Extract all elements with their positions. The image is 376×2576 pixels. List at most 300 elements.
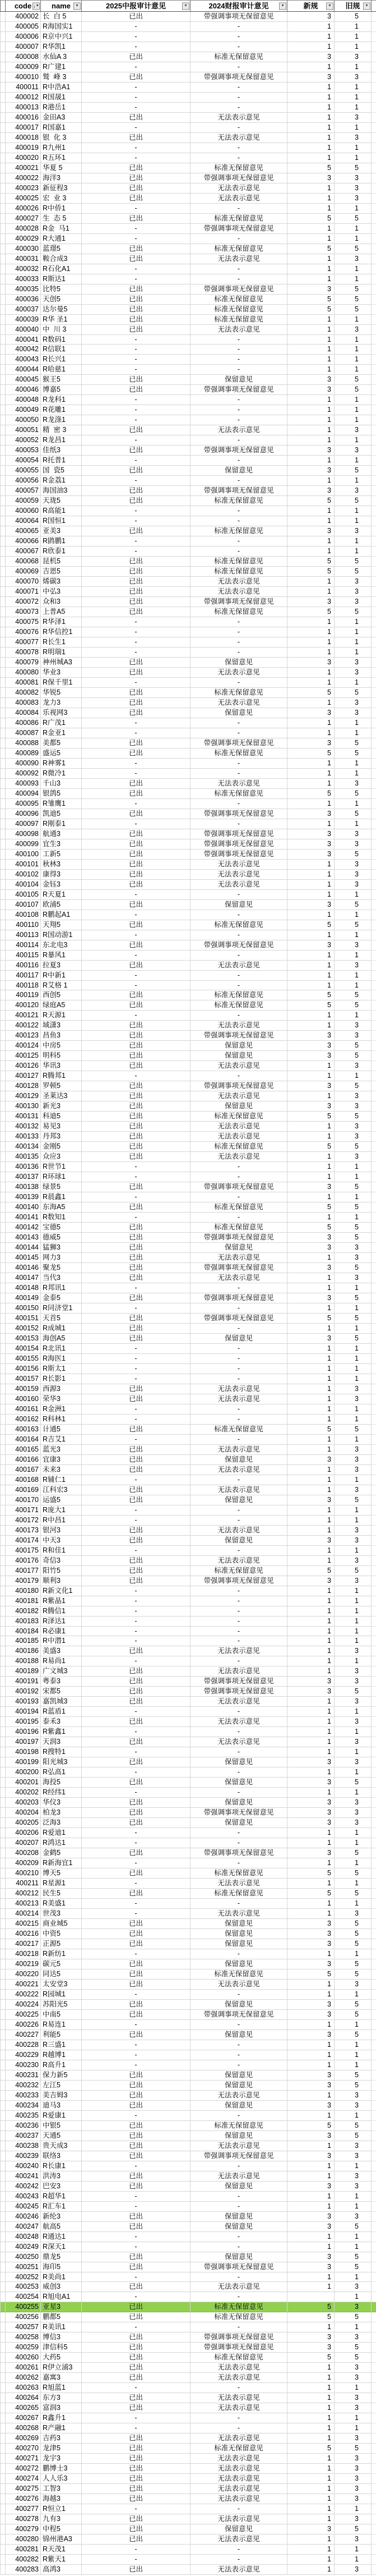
cell-2025-opinion[interactable]: 已出: [82, 52, 191, 62]
cell-2024-opinion[interactable]: 无法表示意见: [191, 325, 287, 335]
cell-name[interactable]: 龙宇3: [41, 2454, 82, 2464]
cell-2024-opinion[interactable]: -: [191, 204, 287, 214]
cell-2024-opinion[interactable]: 标准无保留意见: [191, 920, 287, 930]
cell-2024-opinion[interactable]: 带强调事项无保留意见: [191, 486, 287, 496]
cell-old-rule[interactable]: 1: [335, 718, 372, 728]
cell-code[interactable]: 400080: [6, 668, 41, 678]
cell-code[interactable]: 400209: [6, 1858, 41, 1868]
cell-name[interactable]: 博嘉5: [41, 385, 82, 395]
cell-old-rule[interactable]: 3: [335, 880, 372, 890]
cell-new-rule[interactable]: 1: [287, 547, 335, 557]
cell-new-rule[interactable]: 1: [287, 1364, 335, 1374]
cell-name[interactable]: 圣莱达3: [41, 1091, 82, 1101]
cell-new-rule[interactable]: 1: [287, 1717, 335, 1727]
cell-name[interactable]: R斯达1: [41, 274, 82, 284]
cell-2024-opinion[interactable]: 无法表示意见: [191, 183, 287, 194]
cell-name[interactable]: R明瑞1: [41, 648, 82, 658]
cell-name[interactable]: 工智3: [41, 2484, 82, 2494]
cell-old-rule[interactable]: 5: [335, 1293, 372, 1303]
cell-new-rule[interactable]: 1: [287, 1516, 335, 1526]
cell-new-rule[interactable]: 3: [287, 1818, 335, 1828]
cell-2024-opinion[interactable]: -: [191, 2413, 287, 2423]
cell-2024-opinion[interactable]: -: [191, 1606, 287, 1617]
cell-2024-opinion[interactable]: -: [191, 2050, 287, 2060]
cell-2025-opinion[interactable]: 已出: [82, 1980, 191, 1990]
cell-code[interactable]: 400179: [6, 1576, 41, 1586]
cell-code[interactable]: 400161: [6, 1404, 41, 1415]
cell-name[interactable]: R中新1: [41, 971, 82, 981]
cell-new-rule[interactable]: 3: [287, 2010, 335, 2020]
cell-code[interactable]: 400189: [6, 1666, 41, 1677]
cell-name[interactable]: R庞大1: [41, 1505, 82, 1516]
cell-2025-opinion[interactable]: -: [82, 536, 191, 547]
cell-2025-opinion[interactable]: 已出: [82, 839, 191, 850]
cell-2024-opinion[interactable]: 标准无保留意见: [191, 749, 287, 759]
cell-code[interactable]: 400221: [6, 1980, 41, 1990]
cell-name[interactable]: 世茂3: [41, 1909, 82, 1919]
cell-name[interactable]: R神雾1: [41, 759, 82, 769]
cell-name[interactable]: 康得3: [41, 870, 82, 880]
cell-2025-opinion[interactable]: -: [82, 1213, 191, 1223]
cell-2024-opinion[interactable]: -: [191, 2060, 287, 2070]
cell-code[interactable]: 400203: [6, 1798, 41, 1808]
cell-new-rule[interactable]: 1: [287, 698, 335, 708]
cell-code[interactable]: 400197: [6, 1737, 41, 1747]
cell-name[interactable]: 烯碳3: [41, 577, 82, 587]
cell-name[interactable]: R邦讯1: [41, 1283, 82, 1293]
cell-2024-opinion[interactable]: 无法表示意见: [191, 2565, 287, 2575]
cell-code[interactable]: 400216: [6, 1929, 41, 1939]
cell-2024-opinion[interactable]: 保留意见: [191, 1334, 287, 1344]
cell-new-rule[interactable]: 3: [287, 2081, 335, 2091]
cell-2025-opinion[interactable]: 已出: [82, 2081, 191, 2091]
cell-2025-opinion[interactable]: -: [82, 1788, 191, 1798]
cell-2024-opinion[interactable]: 无法表示意见: [191, 2433, 287, 2444]
cell-old-rule[interactable]: 3: [335, 1394, 372, 1404]
cell-name[interactable]: 新征程3: [41, 183, 82, 194]
cell-old-rule[interactable]: 3: [335, 1031, 372, 1041]
cell-2025-opinion[interactable]: 已出: [82, 607, 191, 617]
cell-code[interactable]: 400269: [6, 2433, 41, 2444]
cell-2024-opinion[interactable]: 保留意见: [191, 2212, 287, 2222]
cell-2024-opinion[interactable]: 带强调事项无保留意见: [191, 829, 287, 839]
cell-code[interactable]: 400249: [6, 2242, 41, 2252]
cell-code[interactable]: 400120: [6, 1000, 41, 1011]
cell-code[interactable]: 400045: [6, 375, 41, 385]
cell-code[interactable]: 400200: [6, 1767, 41, 1778]
cell-2024-opinion[interactable]: 保留意见: [191, 2182, 287, 2192]
cell-2025-opinion[interactable]: -: [82, 1344, 191, 1354]
cell-code[interactable]: 400170: [6, 1495, 41, 1505]
cell-2024-opinion[interactable]: 标准无保留意见: [191, 607, 287, 617]
cell-old-rule[interactable]: 1: [335, 1011, 372, 1021]
cell-name[interactable]: 海投5: [41, 1778, 82, 1788]
cell-code[interactable]: 400162: [6, 1415, 41, 1425]
cell-new-rule[interactable]: 1: [287, 678, 335, 688]
cell-2025-opinion[interactable]: 已出: [82, 587, 191, 597]
cell-name[interactable]: R石化A1: [41, 264, 82, 274]
cell-2025-opinion[interactable]: -: [82, 678, 191, 688]
cell-code[interactable]: 400204: [6, 1808, 41, 1818]
cell-new-rule[interactable]: 5: [287, 1202, 335, 1213]
cell-name[interactable]: 鼎龙5: [41, 2252, 82, 2262]
cell-2025-opinion[interactable]: 已出: [82, 113, 191, 123]
cell-new-rule[interactable]: 1: [287, 425, 335, 435]
cell-2024-opinion[interactable]: 无法表示意见: [191, 698, 287, 708]
cell-2024-opinion[interactable]: 标准无保留意见: [191, 990, 287, 1000]
cell-2024-opinion[interactable]: 无法表示意见: [191, 2282, 287, 2292]
cell-old-rule[interactable]: 1: [335, 1354, 372, 1364]
cell-old-rule[interactable]: 3: [335, 1697, 372, 1707]
cell-name[interactable]: 水仙A 3: [41, 52, 82, 62]
cell-name[interactable]: R成城1: [41, 1324, 82, 1334]
cell-code[interactable]: 400222: [6, 1990, 41, 2000]
cell-code[interactable]: 400064: [6, 516, 41, 526]
cell-name[interactable]: 迪马3: [41, 2101, 82, 2111]
cell-2024-opinion[interactable]: 带强调事项无保留意见: [191, 446, 287, 456]
cell-new-rule[interactable]: 3: [287, 1919, 335, 1929]
cell-new-rule[interactable]: 1: [287, 1303, 335, 1314]
cell-name[interactable]: R天源1: [41, 1011, 82, 1021]
cell-code[interactable]: 400168: [6, 1475, 41, 1485]
cell-old-rule[interactable]: 1: [335, 1505, 372, 1516]
cell-new-rule[interactable]: 1: [287, 870, 335, 880]
cell-new-rule[interactable]: 1: [287, 880, 335, 890]
cell-old-rule[interactable]: 5: [335, 688, 372, 698]
cell-name[interactable]: 广文城3: [41, 1666, 82, 1677]
cell-name[interactable]: 天翔5: [41, 920, 82, 930]
cell-name[interactable]: 同达5: [41, 1969, 82, 1980]
cell-2024-opinion[interactable]: 无法表示意见: [191, 1909, 287, 1919]
cell-code[interactable]: 400028: [6, 224, 41, 234]
cell-name[interactable]: 东北电3: [41, 940, 82, 950]
cell-2025-opinion[interactable]: -: [82, 2423, 191, 2433]
cell-new-rule[interactable]: 1: [287, 1384, 335, 1394]
cell-code[interactable]: 400051: [6, 425, 41, 435]
cell-new-rule[interactable]: 3: [287, 2262, 335, 2272]
cell-2025-opinion[interactable]: 已出: [82, 668, 191, 678]
cell-name[interactable]: 保力新5: [41, 2070, 82, 2081]
cell-2025-opinion[interactable]: 已出: [82, 2212, 191, 2222]
cell-2025-opinion[interactable]: -: [82, 2202, 191, 2212]
cell-code[interactable]: 400281: [6, 2545, 41, 2555]
cell-new-rule[interactable]: 1: [287, 1253, 335, 1263]
cell-name[interactable]: R雏鹰1: [41, 799, 82, 809]
cell-2025-opinion[interactable]: 已出: [82, 2030, 191, 2040]
cell-code[interactable]: 400171: [6, 1505, 41, 1516]
cell-old-rule[interactable]: 3: [335, 940, 372, 950]
cell-code[interactable]: 400232: [6, 2081, 41, 2091]
cell-2024-opinion[interactable]: -: [191, 1636, 287, 1646]
cell-new-rule[interactable]: 1: [287, 254, 335, 264]
cell-code[interactable]: 400153: [6, 1334, 41, 1344]
cell-code[interactable]: 400084: [6, 708, 41, 718]
cell-new-rule[interactable]: 1: [287, 435, 335, 446]
cell-2025-opinion[interactable]: 已出: [82, 1495, 191, 1505]
cell-name[interactable]: 工新5: [41, 850, 82, 860]
cell-old-rule[interactable]: 1: [335, 1899, 372, 1909]
cell-code[interactable]: 400220: [6, 1969, 41, 1980]
cell-2025-opinion[interactable]: 已出: [82, 1425, 191, 1435]
cell-new-rule[interactable]: 1: [287, 577, 335, 587]
cell-2024-opinion[interactable]: -: [191, 1546, 287, 1556]
cell-name[interactable]: R花雕1: [41, 405, 82, 415]
cell-2025-opinion[interactable]: -: [82, 153, 191, 163]
cell-name[interactable]: 鞍合成3: [41, 254, 82, 264]
cell-name[interactable]: 美盛3: [41, 1646, 82, 1656]
cell-old-rule[interactable]: 1: [335, 1828, 372, 1838]
cell-new-rule[interactable]: 1: [287, 971, 335, 981]
cell-new-rule[interactable]: 1: [287, 194, 335, 204]
cell-2024-opinion[interactable]: 无法表示意见: [191, 425, 287, 435]
cell-name[interactable]: R海医1: [41, 1354, 82, 1364]
cell-old-rule[interactable]: 1: [335, 435, 372, 446]
cell-code[interactable]: 400069: [6, 567, 41, 577]
cell-new-rule[interactable]: 1: [287, 1747, 335, 1757]
cell-2025-opinion[interactable]: -: [82, 1828, 191, 1838]
cell-new-rule[interactable]: 1: [287, 1656, 335, 1666]
cell-code[interactable]: 400246: [6, 2212, 41, 2222]
cell-old-rule[interactable]: 1: [335, 1636, 372, 1646]
cell-old-rule[interactable]: 5: [335, 1687, 372, 1697]
cell-name[interactable]: 中银5: [41, 2121, 82, 2131]
cell-2025-opinion[interactable]: 已出: [82, 1919, 191, 1929]
cell-code[interactable]: 400088: [6, 738, 41, 749]
cell-old-rule[interactable]: 5: [335, 163, 372, 173]
cell-old-rule[interactable]: 1: [335, 1586, 372, 1596]
cell-new-rule[interactable]: 1: [287, 2474, 335, 2484]
cell-new-rule[interactable]: 5: [287, 567, 335, 577]
cell-2024-opinion[interactable]: -: [191, 2192, 287, 2202]
cell-code[interactable]: 400166: [6, 1455, 41, 1465]
cell-old-rule[interactable]: 3: [335, 2393, 372, 2403]
cell-2024-opinion[interactable]: 无法表示意见: [191, 1253, 287, 1263]
cell-old-rule[interactable]: 1: [335, 1374, 372, 1384]
cell-code[interactable]: 400032: [6, 264, 41, 274]
cell-name[interactable]: 未来3: [41, 1465, 82, 1475]
cell-name[interactable]: 龙津5: [41, 2444, 82, 2454]
cell-2024-opinion[interactable]: 带强调事项无保留意见: [191, 809, 287, 819]
cell-code[interactable]: 400141: [6, 1213, 41, 1223]
cell-name[interactable]: R鸿达1: [41, 1838, 82, 1848]
cell-code[interactable]: 400169: [6, 1485, 41, 1495]
cell-name[interactable]: 德威5: [41, 1233, 82, 1243]
cell-name[interactable]: R星源1: [41, 1879, 82, 1889]
cell-new-rule[interactable]: 1: [287, 2383, 335, 2393]
cell-old-rule[interactable]: 1: [335, 2040, 372, 2050]
cell-new-rule[interactable]: 3: [287, 738, 335, 749]
cell-name[interactable]: R必康1: [41, 1627, 82, 1637]
cell-2024-opinion[interactable]: 无法表示意见: [191, 1526, 287, 1536]
cell-old-rule[interactable]: 1: [335, 1767, 372, 1778]
cell-name[interactable]: R五环1: [41, 153, 82, 163]
cell-2024-opinion[interactable]: 带强调事项无保留意见: [191, 1687, 287, 1697]
cell-new-rule[interactable]: 1: [287, 62, 335, 72]
cell-old-rule[interactable]: 3: [335, 1021, 372, 1031]
cell-new-rule[interactable]: 3: [287, 1293, 335, 1303]
cell-old-rule[interactable]: 1: [335, 2292, 372, 2302]
cell-2025-opinion[interactable]: -: [82, 547, 191, 557]
cell-new-rule[interactable]: 1: [287, 1394, 335, 1404]
cell-old-rule[interactable]: 3: [335, 1909, 372, 1919]
cell-2024-opinion[interactable]: -: [191, 1727, 287, 1737]
cell-name[interactable]: R旭电A1: [41, 2292, 82, 2302]
cell-new-rule[interactable]: 5: [287, 305, 335, 315]
cell-old-rule[interactable]: 5: [335, 1889, 372, 1899]
cell-new-rule[interactable]: 3: [287, 1757, 335, 1767]
cell-old-rule[interactable]: 1: [335, 1858, 372, 1868]
cell-2025-opinion[interactable]: 已出: [82, 1384, 191, 1394]
cell-2024-opinion[interactable]: 带强调事项无保留意见: [191, 597, 287, 607]
cell-name[interactable]: 海洋3: [41, 173, 82, 183]
cell-old-rule[interactable]: 3: [335, 1536, 372, 1546]
cell-2025-opinion[interactable]: 已出: [82, 2484, 191, 2494]
cell-code[interactable]: 400089: [6, 749, 41, 759]
cell-2025-opinion[interactable]: 已出: [82, 2222, 191, 2232]
cell-new-rule[interactable]: 3: [287, 658, 335, 668]
cell-2025-opinion[interactable]: 已出: [82, 2091, 191, 2101]
cell-new-rule[interactable]: 1: [287, 1727, 335, 1737]
cell-2024-opinion[interactable]: -: [191, 365, 287, 375]
cell-new-rule[interactable]: 1: [287, 2433, 335, 2444]
cell-new-rule[interactable]: 1: [287, 637, 335, 648]
cell-name[interactable]: R港岳1: [41, 103, 82, 113]
cell-old-rule[interactable]: 1: [335, 971, 372, 981]
cell-code[interactable]: 400250: [6, 2252, 41, 2262]
cell-new-rule[interactable]: 1: [287, 1949, 335, 1959]
cell-old-rule[interactable]: 5: [335, 1051, 372, 1061]
cell-2025-opinion[interactable]: -: [82, 1364, 191, 1374]
cell-name[interactable]: 天珑5: [41, 496, 82, 506]
cell-old-rule[interactable]: 3: [335, 526, 372, 536]
cell-2025-opinion[interactable]: 已出: [82, 1273, 191, 1283]
cell-code[interactable]: 400259: [6, 2343, 41, 2353]
cell-name[interactable]: R泽达1: [41, 1617, 82, 1627]
cell-2025-opinion[interactable]: 已出: [82, 2252, 191, 2262]
cell-2025-opinion[interactable]: -: [82, 2545, 191, 2555]
cell-2025-opinion[interactable]: 已出: [82, 2524, 191, 2534]
cell-code[interactable]: 400147: [6, 1273, 41, 1283]
cell-new-rule[interactable]: 5: [287, 2312, 335, 2322]
cell-old-rule[interactable]: 3: [335, 1132, 372, 1142]
cell-new-rule[interactable]: 1: [287, 506, 335, 516]
cell-new-rule[interactable]: 1: [287, 2242, 335, 2252]
cell-2025-opinion[interactable]: 已出: [82, 597, 191, 607]
cell-2024-opinion[interactable]: 标准无保留意见: [191, 557, 287, 567]
cell-old-rule[interactable]: 5: [335, 2121, 372, 2131]
cell-code[interactable]: 400173: [6, 1526, 41, 1536]
cell-name[interactable]: R美讯1: [41, 2322, 82, 2332]
cell-old-rule[interactable]: 5: [335, 1233, 372, 1243]
cell-2025-opinion[interactable]: -: [82, 204, 191, 214]
cell-old-rule[interactable]: 3: [335, 446, 372, 456]
cell-new-rule[interactable]: 1: [287, 1132, 335, 1142]
header-name[interactable]: [41, 1, 82, 11]
cell-2025-opinion[interactable]: 已出: [82, 557, 191, 567]
cell-code[interactable]: 400164: [6, 1435, 41, 1445]
cell-2025-opinion[interactable]: 已出: [82, 738, 191, 749]
cell-2024-opinion[interactable]: -: [191, 264, 287, 274]
cell-new-rule[interactable]: 1: [287, 1596, 335, 1606]
cell-2025-opinion[interactable]: 已出: [82, 1314, 191, 1324]
cell-new-rule[interactable]: 1: [287, 1374, 335, 1384]
cell-code[interactable]: 400177: [6, 1566, 41, 1576]
cell-name[interactable]: 荣华3: [41, 1394, 82, 1404]
cell-old-rule[interactable]: 3: [335, 668, 372, 678]
cell-2025-opinion[interactable]: 已出: [82, 698, 191, 708]
cell-old-rule[interactable]: 3: [335, 2171, 372, 2182]
cell-old-rule[interactable]: 1: [335, 415, 372, 425]
cell-2024-opinion[interactable]: 无法表示意见: [191, 2494, 287, 2504]
cell-new-rule[interactable]: 3: [287, 1576, 335, 1586]
cell-2025-opinion[interactable]: 已出: [82, 880, 191, 890]
cell-old-rule[interactable]: 5: [335, 2343, 372, 2353]
cell-code[interactable]: 400048: [6, 395, 41, 405]
filter-icon[interactable]: ▼: [363, 2, 370, 10]
cell-new-rule[interactable]: 1: [287, 355, 335, 365]
cell-name[interactable]: R产融1: [41, 2423, 82, 2433]
cell-name[interactable]: 中天3: [41, 1536, 82, 1546]
cell-2024-opinion[interactable]: 标准无保留意见: [191, 2312, 287, 2322]
cell-name[interactable]: R旭蓝1: [41, 2383, 82, 2393]
cell-code[interactable]: 400159: [6, 1384, 41, 1394]
cell-2025-opinion[interactable]: 已出: [82, 1041, 191, 1051]
cell-name[interactable]: 柏龙3: [41, 1808, 82, 1818]
cell-code[interactable]: 400026: [6, 204, 41, 214]
cell-name[interactable]: 乐视网3: [41, 708, 82, 718]
cell-2025-opinion[interactable]: -: [82, 42, 191, 52]
cell-code[interactable]: 400256: [6, 2312, 41, 2322]
header-old-rule[interactable]: [335, 1, 372, 11]
cell-new-rule[interactable]: 1: [287, 759, 335, 769]
cell-new-rule[interactable]: 1: [287, 2020, 335, 2030]
cell-2024-opinion[interactable]: -: [191, 1415, 287, 1425]
cell-2024-opinion[interactable]: -: [191, 950, 287, 961]
cell-name[interactable]: 凯迪5: [41, 809, 82, 819]
cell-2024-opinion[interactable]: -: [191, 1354, 287, 1364]
cell-name[interactable]: 泛海3: [41, 1818, 82, 1828]
cell-2025-opinion[interactable]: -: [82, 415, 191, 425]
cell-new-rule[interactable]: 3: [287, 173, 335, 183]
cell-new-rule[interactable]: 3: [287, 466, 335, 476]
cell-code[interactable]: 400214: [6, 1909, 41, 1919]
cell-code[interactable]: 400195: [6, 1717, 41, 1727]
cell-name[interactable]: 达尔曼5: [41, 305, 82, 315]
cell-new-rule[interactable]: 3: [287, 486, 335, 496]
cell-new-rule[interactable]: 1: [287, 1415, 335, 1425]
cell-new-rule[interactable]: 1: [287, 1071, 335, 1081]
cell-name[interactable]: 新光3: [41, 1101, 82, 1112]
cell-name[interactable]: 天创5: [41, 295, 82, 305]
cell-new-rule[interactable]: 3: [287, 829, 335, 839]
cell-new-rule[interactable]: 1: [287, 2272, 335, 2283]
cell-name[interactable]: R龙涤1: [41, 415, 82, 425]
cell-new-rule[interactable]: 1: [287, 82, 335, 93]
cell-code[interactable]: 400205: [6, 1818, 41, 1828]
cell-2024-opinion[interactable]: 带强调事项无保留意见: [191, 1081, 287, 1091]
cell-new-rule[interactable]: 1: [287, 123, 335, 133]
cell-2025-opinion[interactable]: 已出: [82, 860, 191, 870]
cell-2025-opinion[interactable]: -: [82, 2555, 191, 2565]
cell-old-rule[interactable]: 3: [335, 1122, 372, 1132]
cell-new-rule[interactable]: 5: [287, 1868, 335, 1879]
cell-code[interactable]: 400174: [6, 1536, 41, 1546]
cell-name[interactable]: R科林1: [41, 1415, 82, 1425]
cell-old-rule[interactable]: 1: [335, 2423, 372, 2433]
cell-2025-opinion[interactable]: 已出: [82, 2182, 191, 2192]
cell-old-rule[interactable]: 1: [335, 769, 372, 779]
cell-old-rule[interactable]: 1: [335, 910, 372, 920]
